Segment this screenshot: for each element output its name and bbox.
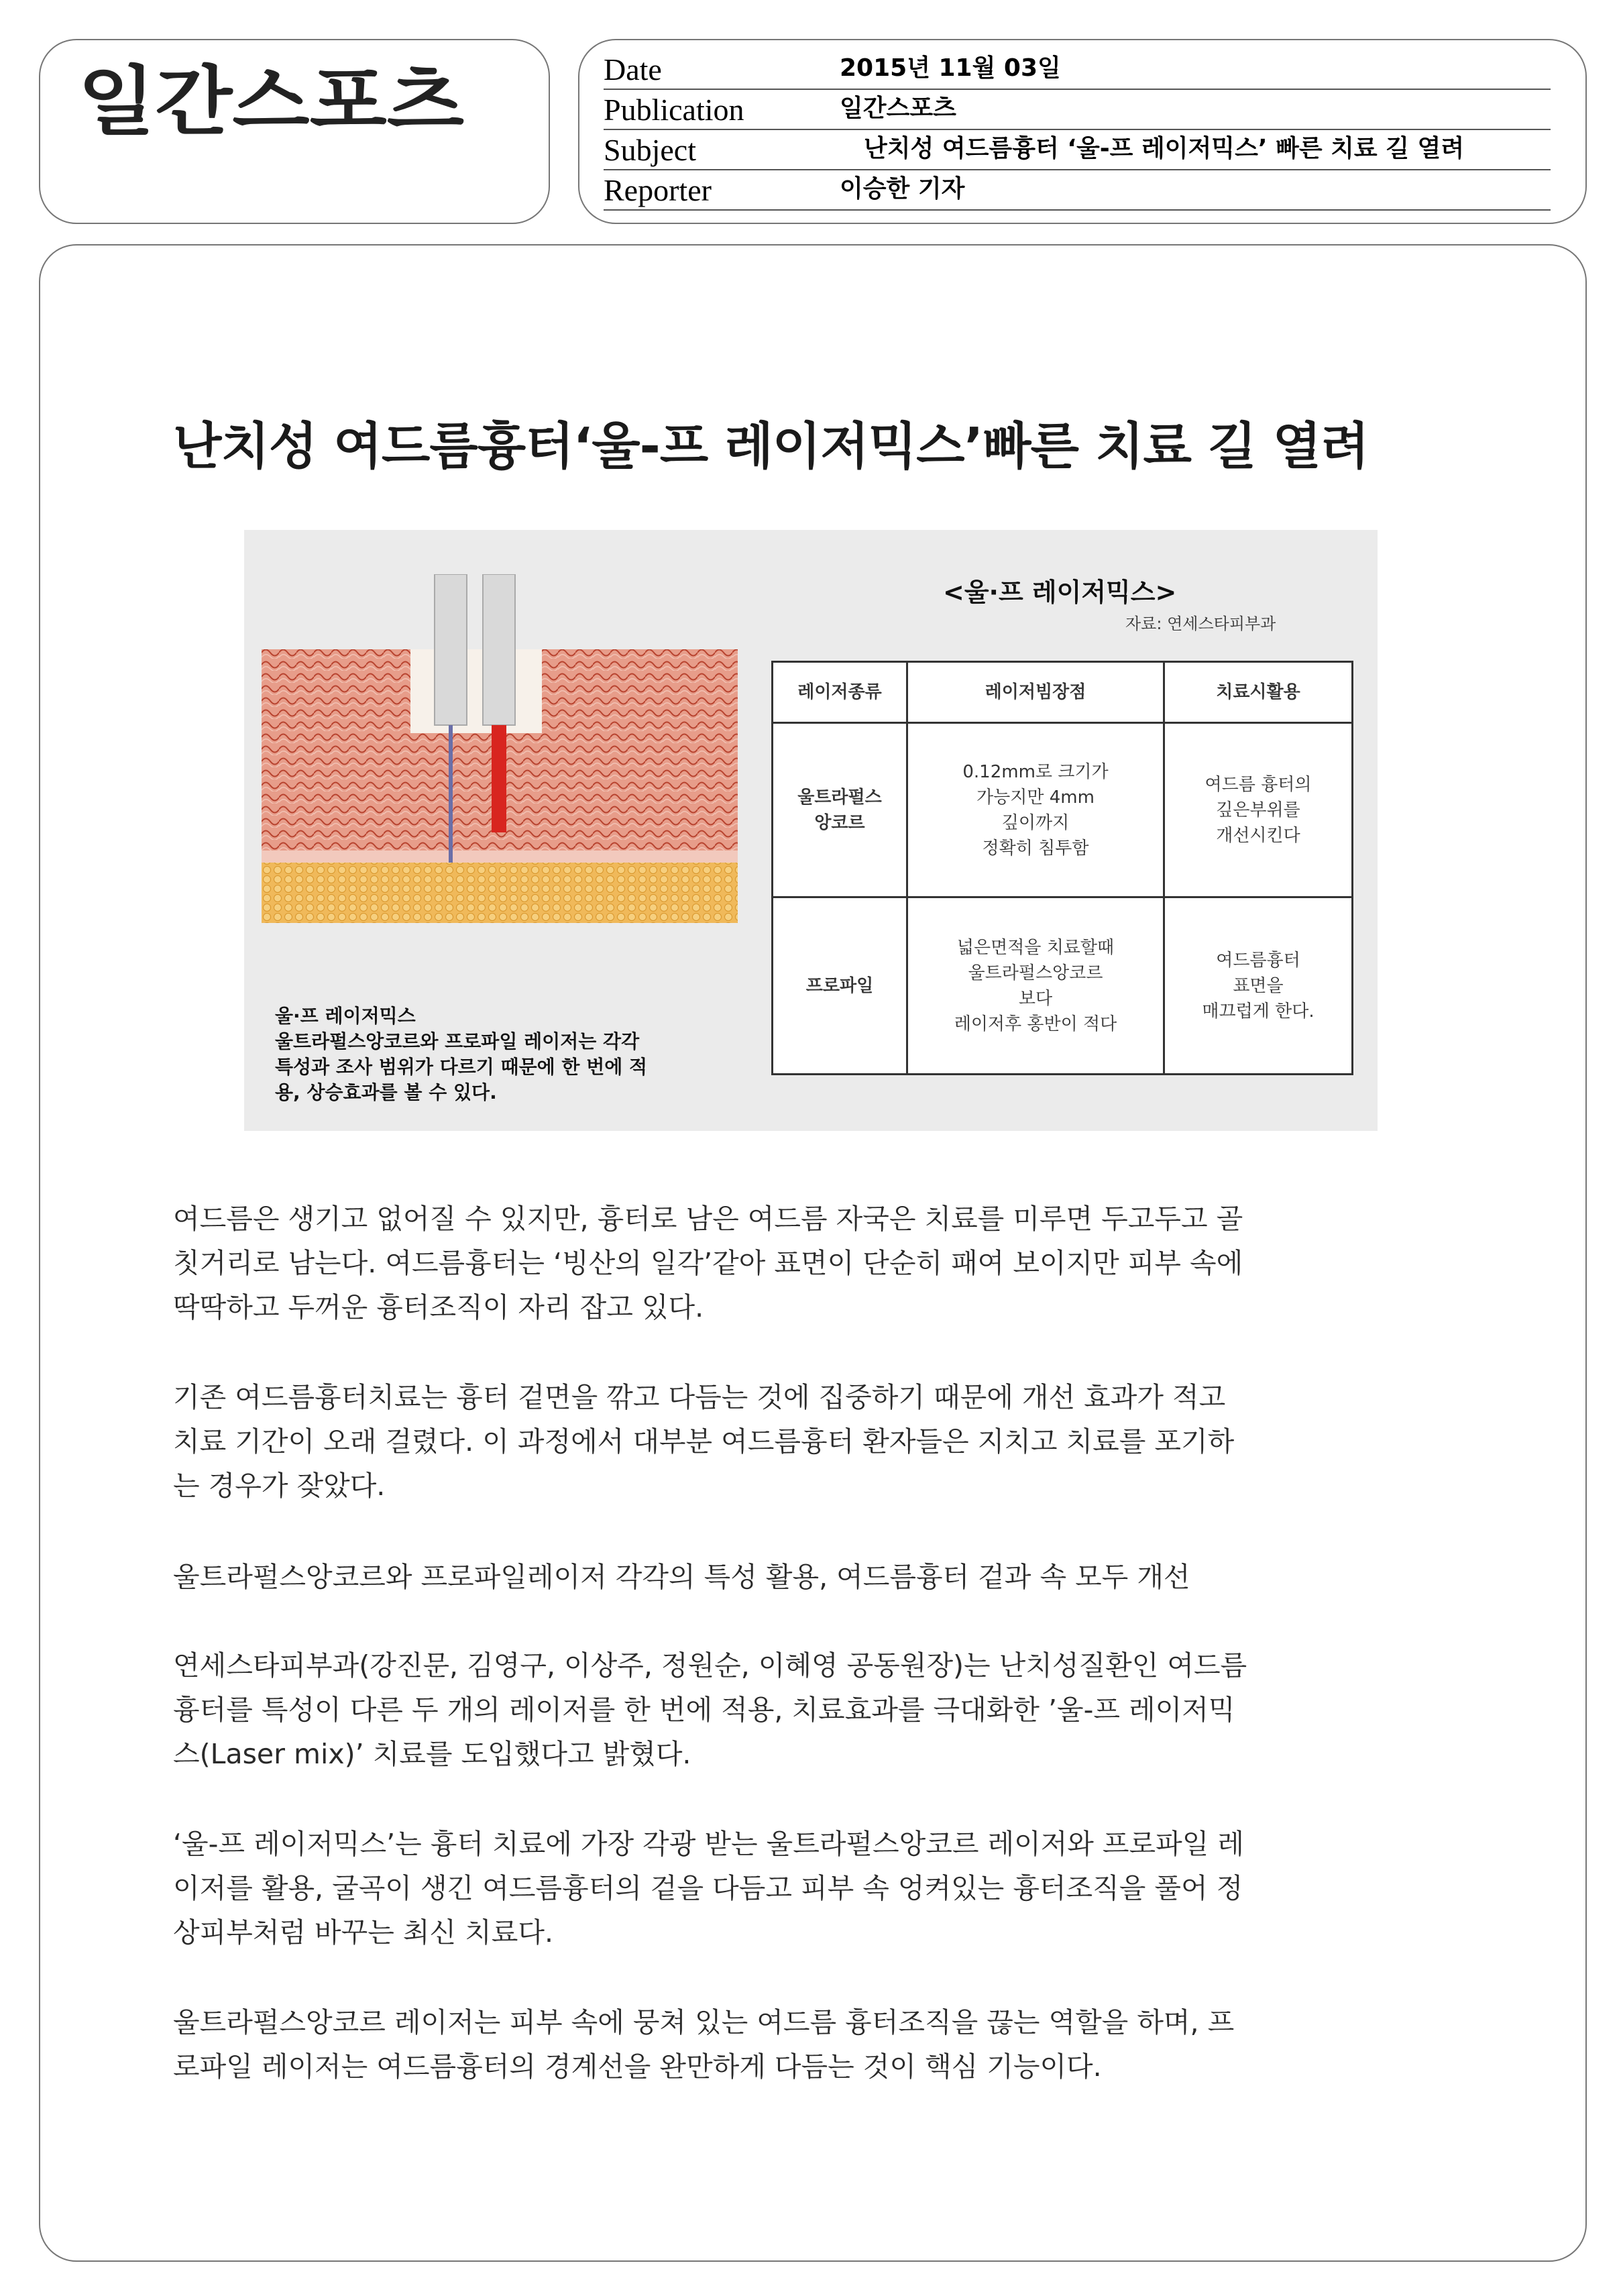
- table-cell-advantage: [907, 897, 1164, 1075]
- table-cell-advantage: [907, 723, 1164, 897]
- caption-line: 울트라펄스앙코르와 프로파일 레이저는 각각: [275, 1030, 640, 1052]
- article-paragraph: [173, 1375, 1447, 1508]
- paragraph-line: 연세스타피부과(강진문, 김영구, 이상주, 정원순, 이혜영 공동원장)는 난치성질환인 여드름: [173, 1649, 1247, 1682]
- publication-label: Publication: [604, 93, 744, 127]
- cell-line: 울트라펄스: [797, 787, 882, 808]
- paragraph-line: 스(Laser mix)’ 치료를 도입했다고 밝혔다.: [173, 1738, 691, 1770]
- subject-label: Subject: [604, 133, 696, 167]
- cell-line: 앙코르: [814, 812, 865, 833]
- reporter-row: [604, 170, 1551, 211]
- cell-line: 표면을: [1233, 975, 1284, 996]
- paragraph-line: 딱딱하고 두꺼운 흉터조직이 자리 잡고 있다.: [173, 1291, 704, 1323]
- paragraph-line: 여드름은 생기고 없어질 수 있지만, 흉터로 남은 여드름 자국은 치료를 미루면 두고두고 골: [173, 1203, 1243, 1235]
- cell-line: 개선시킨다: [1216, 825, 1300, 846]
- paragraph-line: 울트라펄스앙코르와 프로파일레이저 각각의 특성 활용, 여드름흉터 겉과 속 모두 개선: [173, 1561, 1190, 1593]
- table-cell-type: [773, 897, 907, 1075]
- caption-line: 특성과 조사 범위가 다르기 때문에 한 번에 적: [275, 1056, 648, 1078]
- article-paragraph: [173, 2000, 1447, 2089]
- cell-line: 가능지만 4mm: [976, 787, 1095, 808]
- cell-line: 매끄럽게 한다.: [1202, 1001, 1314, 1022]
- table-header-row: [773, 662, 1353, 723]
- cell-line: 깊이까지: [1001, 812, 1070, 833]
- table-cell-type: [773, 723, 907, 897]
- figure-caption: [275, 1003, 647, 1105]
- cell-line: 울트라펄스앙코르: [968, 963, 1103, 983]
- paragraph-line: 치료 기간이 오래 걸렸다. 이 과정에서 대부분 여드름흉터 환자들은 지치고 치료를 포기하: [173, 1425, 1235, 1458]
- table-cell-use: [1164, 897, 1353, 1075]
- cell-line: 0.12mm로 크기가: [962, 761, 1109, 782]
- subject-value: 난치성 여드름흉터 ‘울-프 레이저믹스’ 빠른 치료 길 열려: [864, 135, 1465, 162]
- metadata-box: [578, 39, 1587, 224]
- subject-row: [604, 130, 1551, 170]
- cell-line: 넓은면적을 치료할때: [956, 937, 1115, 958]
- paragraph-line: 흉터를 특성이 다른 두 개의 레이저를 한 번에 적용, 치료효과를 극대화한 ’울-프 레이저믹: [173, 1694, 1235, 1726]
- table-row: [773, 897, 1353, 1075]
- caption-line: 울·프 레이저믹스: [275, 1005, 416, 1027]
- figure-source: 자료: 연세스타피부과: [1125, 614, 1276, 633]
- reporter-label: Reporter: [604, 173, 712, 207]
- cell-line: 프로파일: [805, 975, 874, 996]
- paragraph-line: ‘울-프 레이저믹스’는 흉터 치료에 가장 각광 받는 울트라펄스앙코르 레이저와 프로파일 레: [173, 1828, 1244, 1860]
- cell-line: 보다: [1018, 988, 1053, 1009]
- figure-title: <울·프 레이저믹스>: [943, 578, 1177, 607]
- publication-logo: [78, 60, 467, 141]
- table-cell-use: [1164, 723, 1353, 897]
- caption-line: 용, 상승효과를 볼 수 있다.: [275, 1081, 497, 1103]
- article-paragraph: [173, 1197, 1447, 1329]
- date-label: Date: [604, 52, 662, 87]
- date-value: 2015년 11월 03일: [840, 54, 1061, 82]
- paragraph-line: 울트라펄스앙코르 레이저는 피부 속에 뭉쳐 있는 여드름 흉터조직을 끊는 역할을 하며, 프: [173, 2006, 1235, 2038]
- table-header: 치료시활용: [1164, 662, 1353, 723]
- skin-laser-illustration: [262, 574, 744, 950]
- article-paragraph: [173, 1822, 1447, 1955]
- paragraph-line: 칫거리로 남는다. 여드름흉터는 ‘빙산의 일각’같아 표면이 단순히 패여 보이지만 피부 속에: [173, 1247, 1243, 1279]
- article-paragraph: [173, 1643, 1447, 1776]
- publication-value: 일간스포츠: [840, 95, 956, 122]
- table-header: 레이저종류: [773, 662, 907, 723]
- reporter-value: 이승한 기자: [840, 175, 965, 203]
- cell-line: 여드름흉터: [1216, 950, 1300, 971]
- table-header: 레이저빔장점: [907, 662, 1164, 723]
- date-row: [604, 50, 1551, 90]
- paragraph-line: 로파일 레이저는 여드름흉터의 경계선을 완만하게 다듬는 것이 핵심 기능이다.: [173, 2051, 1102, 2083]
- paragraph-line: 기존 여드름흉터치료는 흉터 겉면을 깎고 다듬는 것에 집중하기 때문에 개선 효과가 적고: [173, 1381, 1226, 1413]
- logo-text: 일간스포츠: [78, 60, 464, 141]
- cell-line: 정확히 침투함: [982, 838, 1089, 859]
- paragraph-line: 는 경우가 잦았다.: [173, 1470, 386, 1502]
- paragraph-line: 이저를 활용, 굴곡이 생긴 여드름흉터의 겉을 다듬고 피부 속 엉켜있는 흉터조직을 풀어 정: [173, 1872, 1243, 1904]
- article-headline: 난치성 여드름흉터‘울-프 레이저믹스’빠른 치료 길 열려: [173, 417, 1369, 476]
- paragraph-line: 상피부처럼 바꾸는 최신 치료다.: [173, 1916, 554, 1949]
- article-subheading: [173, 1555, 1447, 1599]
- laser-comparison-table: [771, 661, 1353, 1075]
- publication-row: [604, 90, 1551, 130]
- cell-line: 깊은부위를: [1216, 800, 1300, 820]
- cell-line: 여드름 흉터의: [1205, 774, 1312, 795]
- cell-line: 레이저후 홍반이 적다: [954, 1014, 1117, 1034]
- table-row: [773, 723, 1353, 897]
